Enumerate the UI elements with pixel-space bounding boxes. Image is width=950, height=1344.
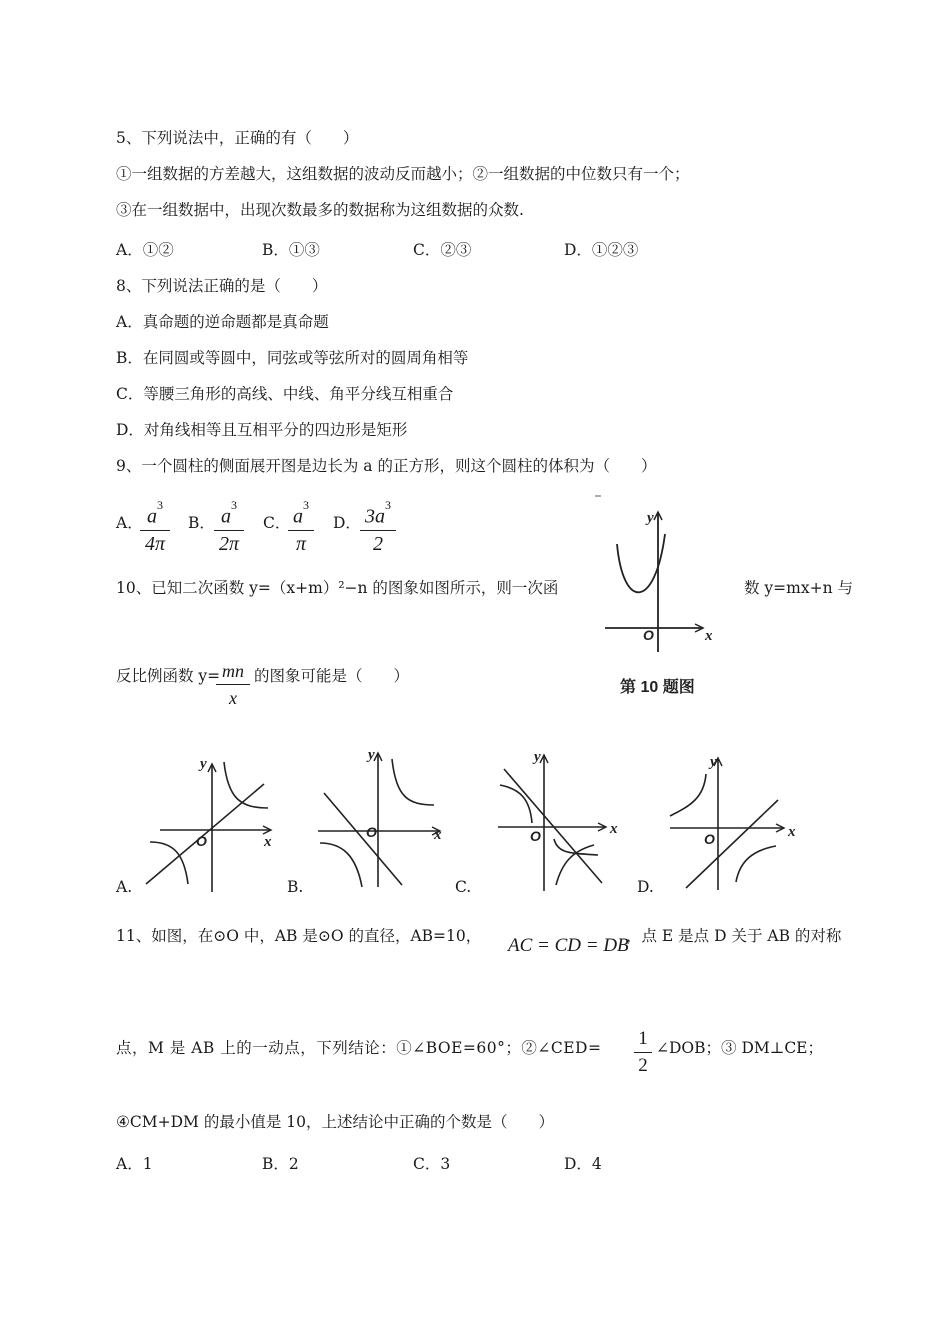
q9-c-numerator: a (293, 505, 303, 528)
graph-a-y-label: y (200, 756, 207, 772)
graph-c-origin: O (530, 828, 541, 844)
q10-graph-c (490, 745, 635, 895)
q10-graph-a (136, 750, 281, 895)
q10-frac-denominator: x (229, 688, 237, 708)
q5-stem: 5、下列说法中，正确的有（ ） (116, 129, 359, 147)
graph-a-x-label: x (264, 834, 272, 850)
q9-stem: 9、一个圆柱的侧面展开图是边长为 a 的正方形，则这个圆柱的体积为（ ） (116, 457, 657, 475)
q10-stem-left: 10、已知二次函数 y=（x+m）²−n 的图象如图所示，则一次函 (116, 579, 559, 597)
q11-stem-right: ，点 E 是点 D 关于 AB 的对称 (626, 927, 842, 945)
q11-line2-b: ∠DOB；③ DM⊥CE； (656, 1039, 823, 1057)
q10-graph-d (662, 748, 807, 893)
graph-b-hyperbola-upper (392, 759, 434, 805)
q5-statement-2: ③在一组数据中，出现次数最多的数据称为这组数据的众数. (116, 201, 524, 219)
figure-origin: O (643, 627, 654, 643)
q11-half-denominator: 2 (638, 1055, 648, 1076)
q10-figure (595, 492, 735, 707)
q5-option-a: A．①② (116, 241, 174, 259)
q8-stem: 8、下列说法正确的是（ ） (116, 277, 328, 295)
q9-option-b-label: B． (188, 514, 215, 532)
graph-d-x-label: x (788, 824, 796, 840)
q9-b-exponent: 3 (231, 498, 237, 512)
q11-line3: ④CM+DM 的最小值是 10，上述结论中正确的个数是（ ） (116, 1113, 554, 1131)
figure-x-label: x (705, 628, 713, 644)
q9-b-denominator: 2π (218, 532, 240, 555)
graph-a-origin: O (196, 833, 207, 849)
q9-option-a-label: A． (116, 514, 143, 532)
q11-option-c: C．3 (413, 1155, 451, 1173)
graph-a-hyperbola-upper (224, 762, 268, 808)
figure-caption: 第 10 题图 (620, 679, 695, 696)
q8-option-d: D．对角线相等且互相平分的四边形是矩形 (116, 421, 408, 439)
graph-d-hyperbola-lower (736, 846, 776, 882)
graph-d-y-label: y (710, 754, 717, 770)
graph-d-hyperbola-upper (670, 774, 706, 816)
q10-option-a-label: A. (116, 878, 133, 896)
figure-y-label: y (647, 510, 654, 526)
graph-b-x-label: x (434, 827, 442, 843)
q9-c-denominator: π (295, 532, 307, 555)
q10-option-c-label: C. (455, 878, 472, 896)
q11-option-a: A．1 (116, 1155, 153, 1173)
graph-d-line (686, 800, 778, 888)
q9-option-d-label: D． (333, 514, 361, 532)
q11-half-fraction (634, 1028, 652, 1077)
q10-graph-b (310, 745, 455, 890)
q5-statement-1: ①一组数据的方差越大，这组数据的波动反而越小；②一组数据的中位数只有一个； (116, 165, 690, 183)
graph-c-line (504, 769, 602, 883)
q10-option-b-label: B. (287, 878, 304, 896)
graph-b-line (324, 793, 402, 885)
q10-frac-numerator: mn (222, 661, 244, 681)
q10-line2-suffix: 的图象可能是（ ） (254, 667, 410, 685)
q10-option-d-label: D. (637, 878, 654, 896)
q10-stem-right: 数 y=mx+n 与 (744, 579, 854, 597)
q9-d-denominator: 2 (373, 532, 383, 555)
q9-a-exponent: 3 (157, 498, 163, 512)
q9-c-exponent: 3 (303, 498, 309, 512)
q9-option-d-fraction (360, 500, 396, 555)
q11-stem-left: 11、如图，在⊙O 中，AB 是⊙O 的直径，AB=10， (116, 927, 482, 945)
q9-a-numerator: a (147, 505, 157, 528)
graph-c-hyperbola-upper (500, 785, 532, 823)
q9-b-numerator: a (221, 505, 231, 528)
q8-option-b: B．在同圆或等圆中，同弦或等弦所对的圆周角相等 (116, 349, 469, 367)
graph-c-y-label: y (534, 749, 541, 765)
graph-a-hyperbola-lower (150, 842, 188, 884)
graph-b-origin: O (366, 824, 377, 840)
q9-option-b-fraction (214, 500, 244, 555)
q11-half-numerator: 1 (638, 1028, 648, 1049)
graph-d-origin: O (704, 831, 715, 847)
graph-b-y-label: y (368, 747, 375, 763)
q9-option-a-fraction (140, 500, 170, 555)
q8-option-a: A．真命题的逆命题都是真命题 (116, 313, 329, 331)
q11-arc-equality: AC = CD = DB (508, 935, 629, 956)
q9-option-c-fraction (288, 500, 314, 555)
q9-d-exponent: 3 (385, 498, 391, 512)
graph-c-x-label: x (610, 821, 618, 837)
q10-line2-prefix: 反比例函数 y= (116, 667, 221, 685)
q11-option-d: D．4 (564, 1155, 602, 1173)
q10-mn-over-x (216, 660, 250, 709)
graph-b-hyperbola-lower (320, 843, 362, 887)
q5-option-d: D．①②③ (564, 241, 639, 259)
q9-option-c-label: C． (263, 514, 291, 532)
q8-option-c: C．等腰三角形的高线、中线、角平分线互相重合 (116, 385, 454, 403)
q9-d-numerator: 3a (365, 505, 385, 528)
q5-option-c: C．②③ (413, 241, 472, 259)
q5-option-b: B．①③ (262, 241, 320, 259)
q11-option-b: B．2 (262, 1155, 299, 1173)
q9-a-denominator: 4π (144, 532, 166, 555)
q11-line2-a: 点，M 是 AB 上的一动点，下列结论：①∠BOE=60°；②∠CED= (116, 1039, 602, 1057)
